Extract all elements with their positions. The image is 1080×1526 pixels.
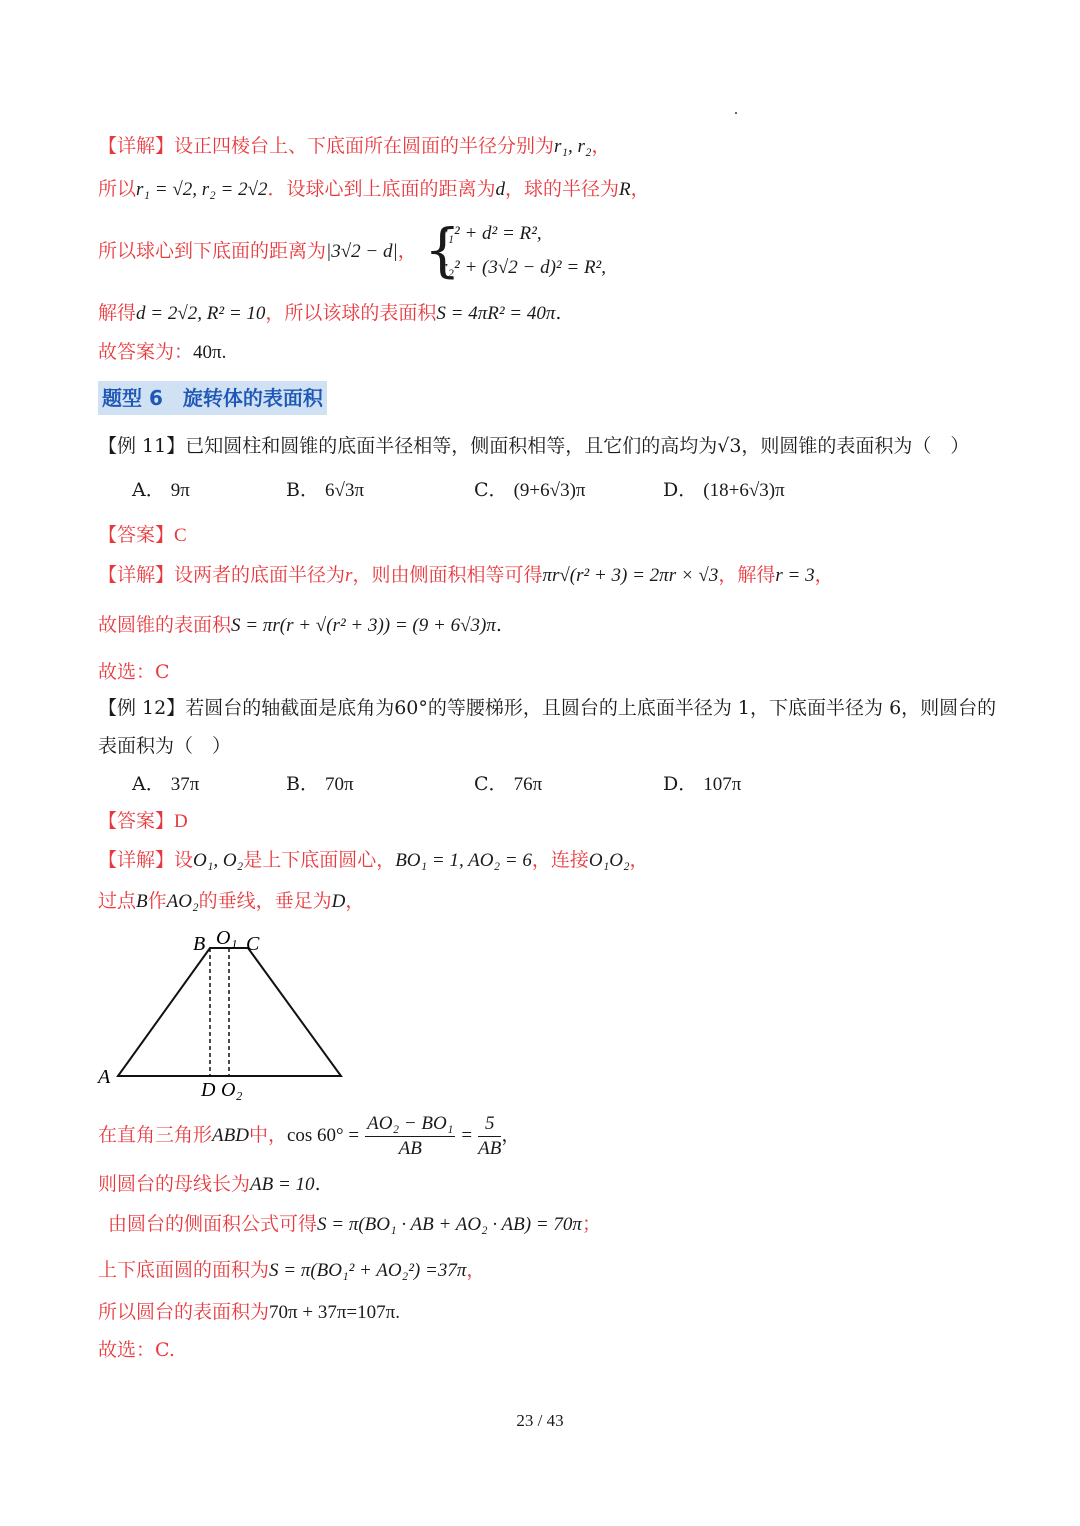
ex12-detail-6: 上下底面圆的面积为S = π(BO₁² + AO₂²) =37π， — [98, 1259, 486, 1281]
ex12-choose: 故选：C. — [98, 1339, 175, 1361]
detail-line-4: 解得d = 2√2, R² = 10，所以该球的表面积S = 4πR² = 40π. — [98, 302, 562, 324]
section-title: 题型 6 旋转体的表面积 — [98, 381, 327, 415]
detail-line-2: 所以r₁ = √2, r₂ = 2√2．设球心到上底面的距离为d，球的半径为R， — [98, 178, 650, 200]
ex11-option-d: D． (18+6√3)π — [663, 479, 785, 501]
detail-tag: 【详解】 — [98, 135, 175, 157]
ex11-answer: 【答案】C — [98, 524, 187, 546]
ex12-option-d: D． 107π — [663, 773, 742, 795]
ex12-detail-2: 过点B作AO₂的垂线，垂足为D， — [98, 890, 365, 912]
example-12-question-line-2: 表面积为（ ） — [98, 735, 232, 757]
example-11-question: 【例 11】已知圆柱和圆锥的底面半径相等，侧面积相等，且它们的高均为√3，则圆锥的表面积为（ ） — [98, 435, 970, 457]
ex11-detail-2: 故圆锥的表面积S = πr(r + √(r² + 3)) = (9 + 6√3)π. — [98, 614, 502, 636]
ex12-option-b: B． 70π — [286, 773, 354, 795]
ex12-option-c: C． 76π — [474, 773, 543, 795]
ex11-option-a: A． 9π — [132, 479, 190, 501]
ex12-detail-4: 则圆台的母线长为AB = 10. — [98, 1173, 321, 1195]
label-c: C — [246, 933, 260, 955]
detail-line-1: 【详解】设正四棱台上、下底面所在圆面的半径分别为r₁, r₂， — [98, 135, 611, 157]
equation-brace: { — [424, 216, 461, 284]
ex11-choose: 故选：C — [98, 661, 170, 683]
ex12-detail-5: 由圆台的侧面积公式可得S = π(BO₁ · AB + AO₂ · AB) = 70π； — [108, 1213, 601, 1235]
ex12-detail-7: 所以圆台的表面积为70π + 37π=107π. — [98, 1301, 400, 1323]
equation-system-line-2: r₂² + (3√2 − d)² = R², — [440, 257, 606, 278]
ex11-detail-1: 【详解】设两者的底面半径为r，则由侧面积相等可得πr√(r² + 3) = 2πr × √3，解得r = 3， — [98, 564, 834, 586]
ex12-detail-3: 在直角三角形ABD中，cos 60° = $\frac{\text{AO₂ − BO₁}}{AB}$ = $\frac{5}{AB}$ ， — [98, 1112, 521, 1159]
answer-line: 故答案为：40π. — [98, 341, 227, 363]
trapezoid-figure — [90, 920, 360, 1110]
ex12-answer: 【答案】D — [98, 810, 188, 832]
fraction-1: $\frac{\text{AO₂ − BO₁}}{AB}$ — [367, 1112, 454, 1159]
detail-line-3: 所以球心到下底面的距离为|3√2 − d|， — [98, 240, 417, 262]
ex12-detail-1: 【详解】设O₁, O₂是上下底面圆心，BO₁ = 1, AO₂ = 6，连接O₁O₂， — [98, 849, 649, 871]
label-a: A — [98, 1066, 111, 1088]
label-o1: O₁ — [216, 927, 238, 949]
example-12-question-line-1: 【例 12】若圆台的轴截面是底角为60°的等腰梯形，且圆台的上底面半径为 1，下底面半径为 6，则圆台的 — [98, 697, 997, 719]
ex11-option-b: B． 6√3π — [286, 479, 365, 501]
page-number: 23 / 43 — [516, 1411, 564, 1430]
ex11-option-c: C． (9+6√3)π — [474, 479, 586, 501]
label-b: B — [193, 933, 206, 955]
fraction-2: $\frac{5}{AB}$ — [478, 1112, 502, 1159]
ex12-option-a: A． 37π — [132, 773, 200, 795]
label-d: D — [201, 1079, 216, 1101]
stray-dot — [735, 112, 737, 114]
equation-system-line-1: r₁² + d² = R², — [440, 223, 542, 244]
label-o2: O₂ — [221, 1079, 243, 1101]
